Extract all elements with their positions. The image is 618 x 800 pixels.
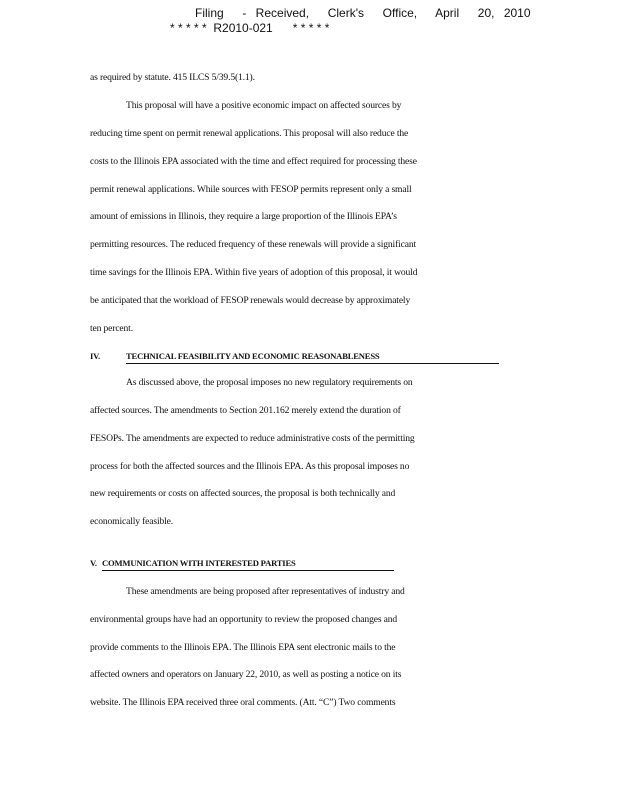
section-heading: TECHNICAL FEASIBILITY AND ECONOMIC REASONABLENESS: [126, 351, 380, 361]
filing-stamp-line: Filing - Received, Clerk's Office, April 20, 2010: [195, 6, 531, 20]
body-text-line: new requirements or costs on affected sources, the proposal is both technically and: [90, 488, 396, 499]
body-text-line: costs to the Illinois EPA associated with the time and effect required for processing these: [90, 156, 417, 167]
body-text-line: permitting resources. The reduced frequency of these renewals will provide a significant: [90, 239, 417, 250]
heading-underline: [102, 570, 394, 571]
body-text-line: time savings for the Illinois EPA. Within five years of adoption of this proposal, it would: [90, 267, 418, 278]
body-text-line: This proposal will have a positive economic impact on affected sources by: [126, 100, 402, 111]
section-number: V.: [90, 558, 97, 568]
body-text-line: These amendments are being proposed after representatives of industry and: [126, 586, 405, 597]
body-text-line: economically feasible.: [90, 516, 174, 527]
docket-number-line: * * * * * R2010-021 * * * * *: [170, 21, 330, 35]
body-text-line: provide comments to the Illinois EPA. The Illinois EPA sent electronic mails to the: [90, 642, 396, 653]
body-text-line: permit renewal applications. While sources with FESOP permits represent only a small: [90, 184, 412, 195]
section-number: IV.: [90, 351, 100, 361]
body-text-line: process for both the affected sources and the Illinois EPA. As this proposal imposes no: [90, 461, 410, 472]
body-text-line: amount of emissions in Illinois, they require a large proportion of the Illinois EPA’s: [90, 211, 397, 222]
body-text-line: ten percent.: [90, 323, 133, 334]
body-text-line: environmental groups have had an opportunity to review the proposed changes and: [90, 614, 398, 625]
section-heading: COMMUNICATION WITH INTERESTED PARTIES: [102, 558, 296, 568]
body-text-line: affected sources. The amendments to Section 201.162 merely extend the duration of: [90, 405, 401, 416]
body-text-line: reducing time spent on permit renewal applications. This proposal will also reduce the: [90, 128, 409, 139]
body-text-line: website. The Illinois EPA received three oral comments. (Att. “C”) Two comments: [90, 697, 396, 708]
body-text-line: affected owners and operators on January 22, 2010, as well as posting a notice on its: [90, 669, 402, 680]
body-text-line: be anticipated that the workload of FESOP renewals would decrease by approximately: [90, 295, 411, 306]
body-text-line: As discussed above, the proposal imposes no new regulatory requirements on: [126, 377, 413, 388]
heading-underline: [126, 363, 499, 364]
body-text-line: as required by statute. 415 ILCS 5/39.5(1.1).: [90, 72, 255, 83]
body-text-line: FESOPs. The amendments are expected to reduce administrative costs of the permitting: [90, 433, 415, 444]
